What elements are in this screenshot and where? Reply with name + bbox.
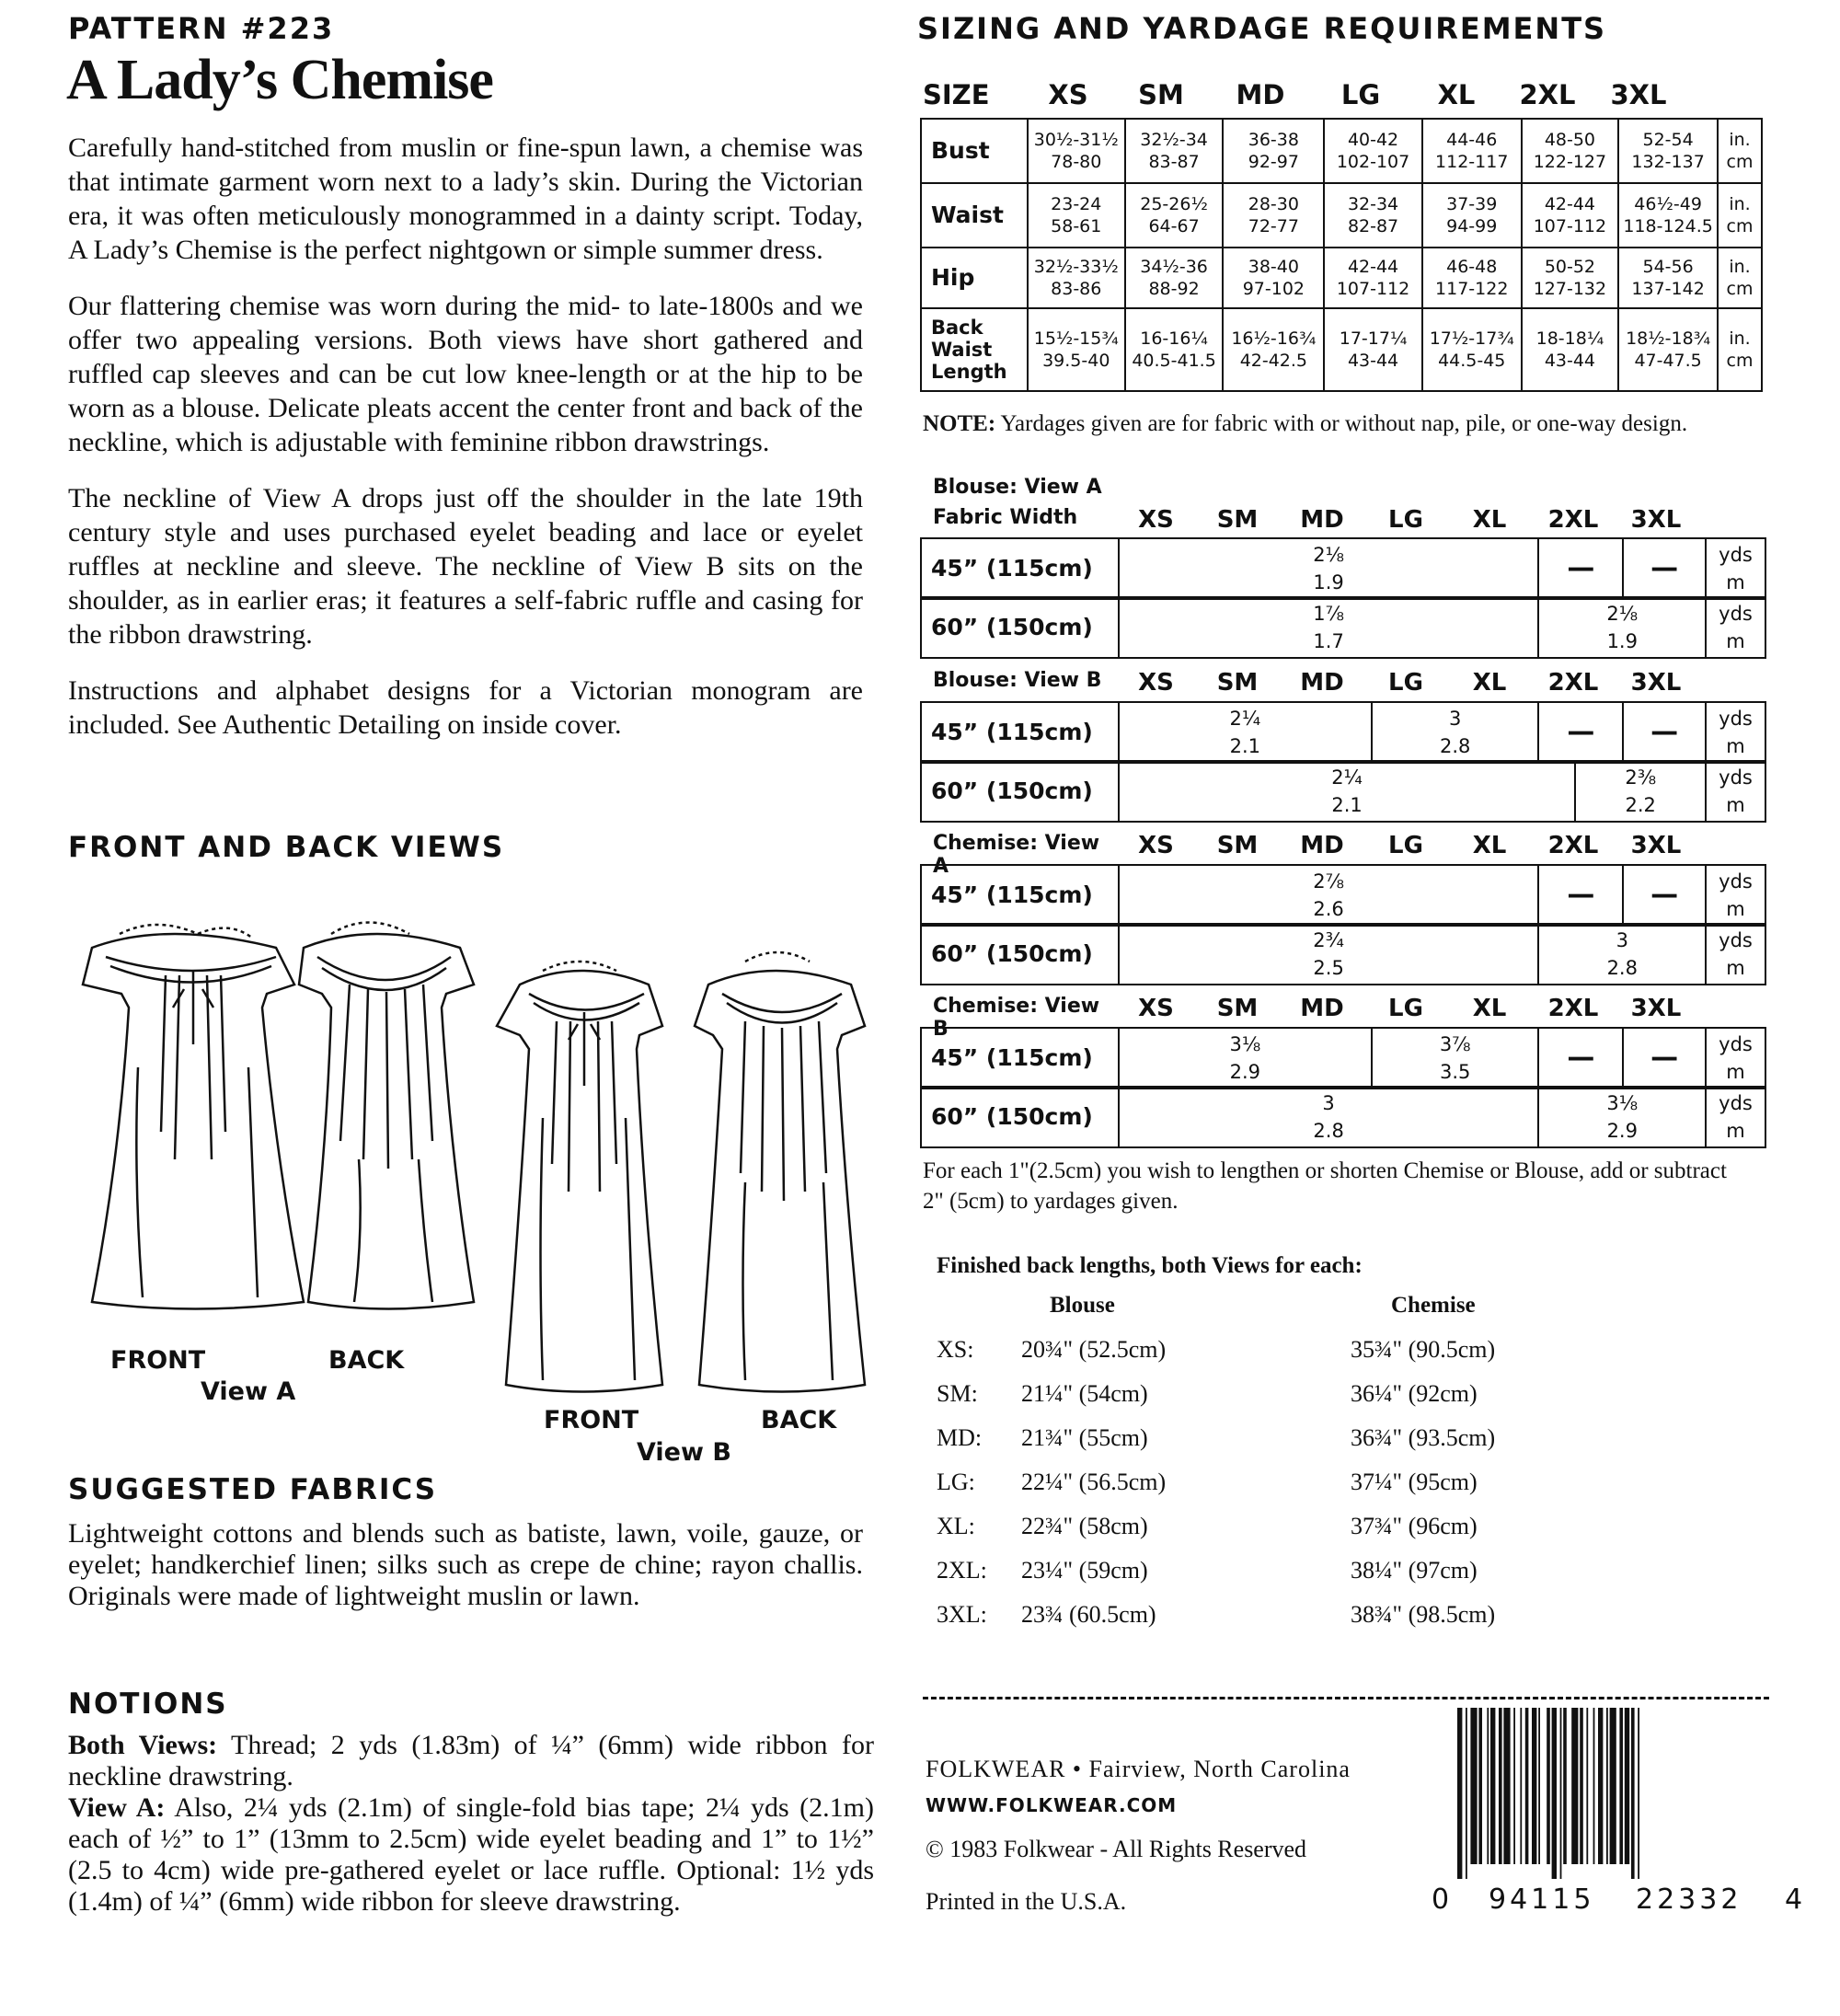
yardage-row: 60” (150cm) 2¾ 2.5 3 2.8 yds m (921, 924, 1765, 985)
notions-a-label: View A: (68, 1792, 166, 1823)
barcode-bar (1470, 1708, 1477, 1864)
row-label: Back Waist Length (921, 308, 1028, 391)
size-cell: 25-26½ 64-67 (1125, 183, 1224, 248)
notions-text (68, 1730, 874, 1918)
barcode-bar (1571, 1708, 1578, 1864)
finished-row: SM: 21¼" (54cm) 36¼" (92cm) (937, 1380, 1478, 1407)
copyright: © 1983 Folkwear - All Rights Reserved (926, 1836, 1307, 1862)
barcode-bar (1466, 1708, 1467, 1879)
size-cell: 18-18¼ 43-44 (1522, 308, 1619, 391)
view-b-label: View B (637, 1438, 731, 1467)
view-a-back-label: BACK (328, 1346, 405, 1375)
barcode-digit-left: 0 (1432, 1884, 1450, 1916)
barcode-bar (1457, 1708, 1462, 1879)
barcode-bar (1563, 1708, 1567, 1864)
barcode-bar (1520, 1708, 1522, 1864)
barcode-bar (1586, 1708, 1588, 1864)
block-title: Blouse: View A (933, 476, 1102, 499)
barcode-digits-group2: 22332 (1636, 1884, 1742, 1916)
size-cell: 38-40 97-102 (1223, 248, 1324, 308)
size-cell: 42-44 107-112 (1324, 248, 1422, 308)
yardage-row: 45” (115cm) 2¼ 2.1 3 2.8 — — yds m (921, 702, 1765, 763)
size-cell: 40-42 102-107 (1324, 119, 1422, 183)
size-cell: 36-38 92-97 (1223, 119, 1324, 183)
barcode-bar (1503, 1708, 1510, 1864)
finished-row: 2XL: 23¼" (59cm) 38¼" (97cm) (937, 1557, 1478, 1584)
yardage-table-blouse-a (920, 537, 1766, 600)
description-paragraph: The neckline of View A drops just off the shoulder in the late 19th century style and uses purchased eyelet beading and lace or eyelet ruffles at neckline and sleeve. The neckline of View B sits on the shoulder, as in earlier eras; it features a self-fabric ruffle and casing for the ribbon drawstring. (68, 483, 863, 650)
size-cell: 48-50 122-127 (1522, 119, 1619, 183)
yardage-row: 45” (115cm) 3⅛ 2.9 3⅞ 3.5 — — yds m (921, 1028, 1765, 1089)
view-a-label: View A (201, 1377, 296, 1406)
view-a-illustration (55, 883, 478, 1325)
size-row-hip (921, 248, 1762, 308)
size-col: XL (1437, 79, 1476, 110)
description-paragraph: Instructions and alphabet designs for a Victorian monogram are included. See Authentic Detailing on inside cover. (68, 675, 863, 740)
size-cell: 30½-31½ 78-80 (1028, 119, 1125, 183)
yardage-row: 60” (150cm) 3 2.8 3⅛ 2.9 yds m (921, 1087, 1765, 1147)
size-col: 3XL (1610, 79, 1667, 110)
barcode-bar (1580, 1708, 1583, 1864)
divider (923, 1697, 1769, 1699)
notions-both-label: Both Views: (68, 1730, 218, 1760)
barcode-bar (1552, 1708, 1557, 1879)
finished-blouse-label: Blouse (1050, 1293, 1115, 1318)
yardage-header-row: Blouse: View B XS SM MD LG XL 2XL 3XL (933, 669, 1682, 697)
row-label: Hip (921, 248, 1028, 308)
notions-both-text: Thread; 2 yds (1.83m) of ¼” (6mm) wide ribbon for neckline drawstring. (68, 1730, 874, 1791)
yardage-header-row: Fabric Width XS SM MD LG XL 2XL 3XL (933, 506, 1682, 534)
size-label: SIZE (923, 79, 990, 110)
unit-cell: in. cm (1718, 119, 1762, 183)
finished-row: XS: 20¾" (52.5cm) 35¾" (90.5cm) (937, 1336, 1496, 1363)
size-col: MD (1236, 79, 1285, 110)
barcode-bar (1478, 1708, 1482, 1864)
description-paragraph: Carefully hand-stitched from muslin or fine-spun lawn, a chemise was that intimate garment worn next to a lady’s skin. During the Victorian era, it was often meticulously monogrammed in a dainty script. Today, A Lady’s Chemise is the perfect nightgown or simple summer dress. (68, 132, 863, 265)
finished-lengths (937, 1336, 1746, 1645)
unit-cell: in. cm (1718, 183, 1762, 248)
unit-cell: in. cm (1718, 308, 1762, 391)
barcode-bar (1487, 1708, 1489, 1864)
barcode-bar (1525, 1708, 1529, 1864)
barcode-bar (1560, 1708, 1562, 1879)
size-cell: 32-34 82-87 (1324, 183, 1422, 248)
yardage-table-chemise-a-60 (920, 923, 1766, 985)
website: WWW.FOLKWEAR.COM (926, 1794, 1178, 1816)
yardage-note: NOTE: Yardages given are for fabric with or without nap, pile, or one-way design. (923, 411, 1688, 436)
size-cell: 32½-33½ 83-86 (1028, 248, 1125, 308)
barcode-bar (1598, 1708, 1603, 1864)
size-cell: 42-44 107-112 (1522, 183, 1619, 248)
sizing-heading: SIZING AND YARDAGE REQUIREMENTS (917, 11, 1607, 46)
size-row-waist (921, 183, 1762, 248)
size-row-bust (921, 119, 1762, 183)
view-b-illustration (478, 934, 874, 1394)
unit-cell: in. cm (1718, 248, 1762, 308)
barcode-bar (1532, 1708, 1536, 1864)
size-cell: 44-46 112-117 (1422, 119, 1522, 183)
barcode-digit-right: 4 (1785, 1884, 1803, 1916)
barcode-bar (1513, 1708, 1515, 1864)
size-cell: 54-56 137-142 (1618, 248, 1718, 308)
size-cell: 17½-17¾ 44.5-45 (1422, 308, 1522, 391)
block-title: Blouse: View B (933, 669, 1102, 692)
yardage-table-chemise-b (920, 1027, 1766, 1089)
barcode-bar (1631, 1708, 1635, 1879)
barcode-bar (1619, 1708, 1623, 1864)
size-cell: 32½-34 83-87 (1125, 119, 1224, 183)
finished-heading: Finished back lengths, both Views for each: (937, 1253, 1363, 1278)
barcode-bar (1593, 1708, 1595, 1864)
yardage-table-chemise-a (920, 864, 1766, 927)
barcode-bar (1625, 1708, 1629, 1864)
barcode-bar (1606, 1708, 1608, 1864)
yardage-table-blouse-b-60 (920, 760, 1766, 823)
size-cell: 28-30 72-77 (1223, 183, 1324, 248)
size-cell: 50-52 127-132 (1522, 248, 1619, 308)
barcode-bar (1490, 1708, 1495, 1864)
company-line: FOLKWEAR • Fairview, North Carolina (926, 1756, 1351, 1782)
yardage-row: 60” (150cm) 2¼ 2.1 2⅜ 2.2 yds m (921, 761, 1765, 822)
yardage-table-chemise-b-60 (920, 1086, 1766, 1148)
size-cell: 23-24 58-61 (1028, 183, 1125, 248)
finished-chemise-label: Chemise (1391, 1293, 1476, 1318)
finished-row: MD: 21¾" (55cm) 36¾" (93.5cm) (937, 1424, 1496, 1451)
size-cell: 18½-18¾ 47-47.5 (1618, 308, 1718, 391)
view-a-front-label: FRONT (110, 1346, 206, 1375)
finished-row: LG: 22¼" (56.5cm) 37¼" (95cm) (937, 1469, 1478, 1495)
barcode-bar (1538, 1708, 1540, 1864)
size-cell: 16-16¼ 40.5-41.5 (1125, 308, 1224, 391)
views-heading: FRONT AND BACK VIEWS (68, 831, 505, 864)
finished-row: XL: 22¾" (58cm) 37¾" (96cm) (937, 1513, 1478, 1539)
printed-in: Printed in the U.S.A. (926, 1888, 1127, 1915)
size-cell: 17-17¼ 43-44 (1324, 308, 1422, 391)
finished-row: 3XL: 23¾ (60.5cm) 38¾" (98.5cm) (937, 1601, 1496, 1628)
size-header-row (923, 79, 1685, 110)
description (68, 131, 863, 742)
barcode-bar (1610, 1708, 1616, 1864)
barcode-bar (1638, 1708, 1639, 1879)
yardage-table-blouse-b (920, 701, 1766, 764)
yardage-header-row: Chemise: View B XS SM MD LG XL 2XL 3XL (933, 995, 1682, 1041)
row-label: Bust (921, 119, 1028, 183)
yardage-row: 45” (115cm) 2⅛ 1.9 — — yds m (921, 538, 1765, 599)
fabrics-heading: SUGGESTED FABRICS (68, 1473, 438, 1506)
yardage-table-blouse-a-60 (920, 596, 1766, 659)
row-label: Waist (921, 183, 1028, 248)
yardage-row: 45” (115cm) 2⅞ 2.6 — — yds m (921, 865, 1765, 926)
barcode-digits-group1: 94115 (1489, 1884, 1595, 1916)
description-paragraph: Our flattering chemise was worn during the mid- to late-1800s and we offer two appealing versions. Both views have short gathered and ruffled cap sleeves and can be cut low knee-length or at the hip to be worn as a blouse. Delicate pleats accent the center front and back of the neckline, which is adjustable with feminine ribbon drawstrings. (68, 291, 863, 457)
barcode-bar (1499, 1708, 1502, 1864)
size-row-back-waist-length (921, 308, 1762, 391)
size-cell: 46-48 117-122 (1422, 248, 1522, 308)
size-col: 2XL (1519, 79, 1576, 110)
size-cell: 52-54 132-137 (1618, 119, 1718, 183)
fabric-width-label: Fabric Width (933, 506, 1078, 529)
size-cell: 37-39 94-99 (1422, 183, 1522, 248)
size-cell: 16½-16¾ 42-42.5 (1223, 308, 1324, 391)
view-b-front-label: FRONT (544, 1406, 639, 1434)
size-cell: 46½-49 118-124.5 (1618, 183, 1718, 248)
barcode-bar (1547, 1708, 1550, 1864)
fabrics-text: Lightweight cottons and blends such as batiste, lawn, voile, gauze, or eyelet; handkerchief linen; silks such as crepe de chine; rayon challis. Originals were made of lightweight muslin or lawn. (68, 1518, 863, 1611)
pattern-number: PATTERN #223 (68, 11, 335, 46)
size-cell: 15½-15¾ 39.5-40 (1028, 308, 1125, 391)
yardage-header-row: Chemise: View A XS SM MD LG XL 2XL 3XL (933, 832, 1682, 878)
view-b-back-label: BACK (761, 1406, 837, 1434)
barcode (1454, 1708, 1776, 1879)
size-cell: 34½-36 88-92 (1125, 248, 1224, 308)
size-col: LG (1340, 79, 1381, 110)
yardage-row: 60” (150cm) 1⅞ 1.7 2⅛ 1.9 yds m (921, 597, 1765, 658)
notions-heading: NOTIONS (68, 1688, 228, 1721)
block-title: Chemise: View B (933, 995, 1100, 1041)
lengthen-note: For each 1"(2.5cm) you wish to lengthen or shorten Chemise or Blouse, add or subtract 2" (5cm) to yardages given. (923, 1158, 1727, 1214)
page-title: A Lady’s Chemise (66, 49, 493, 111)
sizing-table (920, 118, 1763, 392)
size-col: XS (1048, 79, 1088, 110)
size-col: SM (1138, 79, 1184, 110)
notions-a-text: Also, 2¼ yds (2.1m) of single-fold bias tape; 2¼ yds (2.1m) each of ½” to 1” (13mm to 2.5cm) wide eyelet beading and 1” to 1½” (2.5 to 4cm) wide pre-gathered eyelet or lace ruffle. Optional: 1½ yds (1.4m) of ¼” (6mm) wide ribbon for sleeve drawstring. (68, 1792, 874, 1917)
block-title: Chemise: View A (933, 832, 1100, 878)
